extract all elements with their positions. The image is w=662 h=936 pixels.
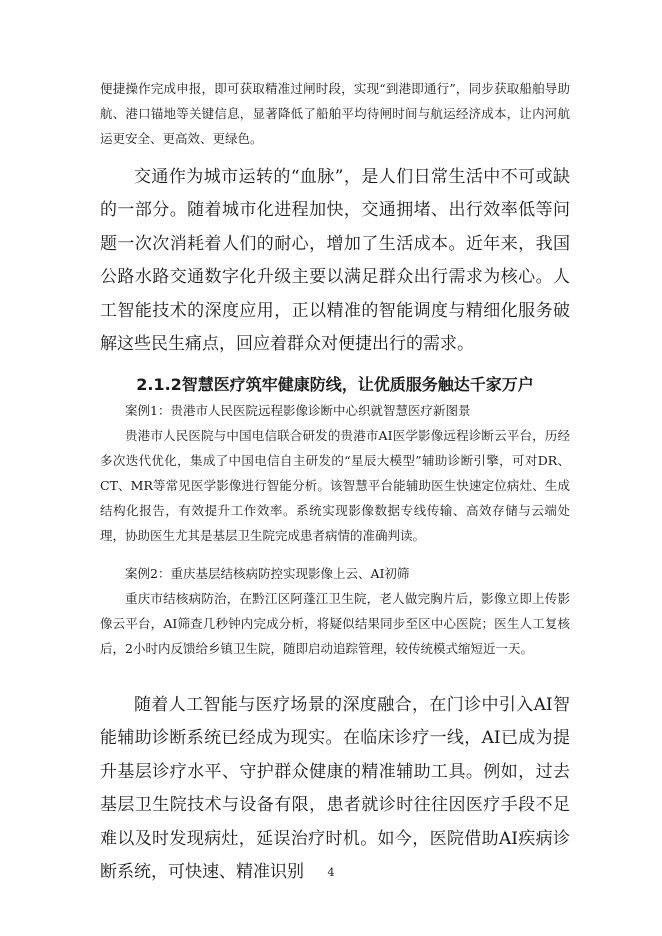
case2-title: 案例2：重庆基层结核病防控实现影像上云、AI初筛 <box>125 566 410 581</box>
paragraph-transport: 交通作为城市运转的“血脉”，是人们日常生活中不可或缺的一部分。随着城市化进程加快，交通拥堵、出行效率低等问题一次次消耗着人们的耐心，增加了生活成本。近年来，我国公路水路交通数字化升级主要以满足群众出行需求为核心。人工智能技术的深度应用，正以精准的智能调度与精细化服务破解这些民生痛点，回应着群众对便捷出行的需求。 <box>100 167 570 355</box>
case1-body: 贵港市人民医院与中国电信联合研发的贵港市AI医学影像远程诊断云平台，历经多次迭代优化，集成了中国电信自主研发的“星辰大模型”辅助诊断引擎，可对DR、CT、MR等常见医学影像进行智能分析。该智慧平台能辅助医生快速定位病灶、生成结构化报告，有效提升工作效率。系统实现影像数据专线传输、高效存储与云端处理，协助医生尤其是基层卫生院完成患者病情的准确判读。 <box>100 428 570 543</box>
paragraph-navigation-summary: 便捷操作完成申报，即可获取精准过闸时段，实现“到港即通行”，同步获取船舶导助航、港口锚地等关键信息，显著降低了船舶平均待闸时间与航运经济成本，让内河航运更安全、更高效、更绿色。 <box>100 81 570 146</box>
case2-body: 重庆市结核病防治，在黔江区阿蓬江卫生院，老人做完胸片后，影像立即上传影像云平台，AI筛查几秒钟内完成分析，将疑似结果同步至区中心医院；医生人工复核后，2小时内反馈给乡镇卫生院，随即启动追踪管理，较传统模式缩短近一天。 <box>100 591 570 656</box>
page-number: 4 <box>327 866 335 879</box>
section-heading: 2.1.2智慧医疗筑牢健康防线，让优质服务触达千家万户 <box>136 375 534 394</box>
paragraph-medical-ai: 随着人工智能与医疗场景的深度融合，在门诊中引入AI智能辅助诊断系统已经成为现实。在临床诊疗一线，AI已成为提升基层诊疗水平、守护群众健康的精准辅助工具。例如，过去基层卫生院技术与设备有限，患者就诊时往往因医疗手段不足难以及时发现病灶，延误治疗时机。如今，医院借助AI疾病诊断系统，可快速、精准识别 <box>100 695 570 883</box>
case1-title: 案例1：贵港市人民医院远程影像诊断中心织就智慧医疗新图景 <box>125 403 471 418</box>
